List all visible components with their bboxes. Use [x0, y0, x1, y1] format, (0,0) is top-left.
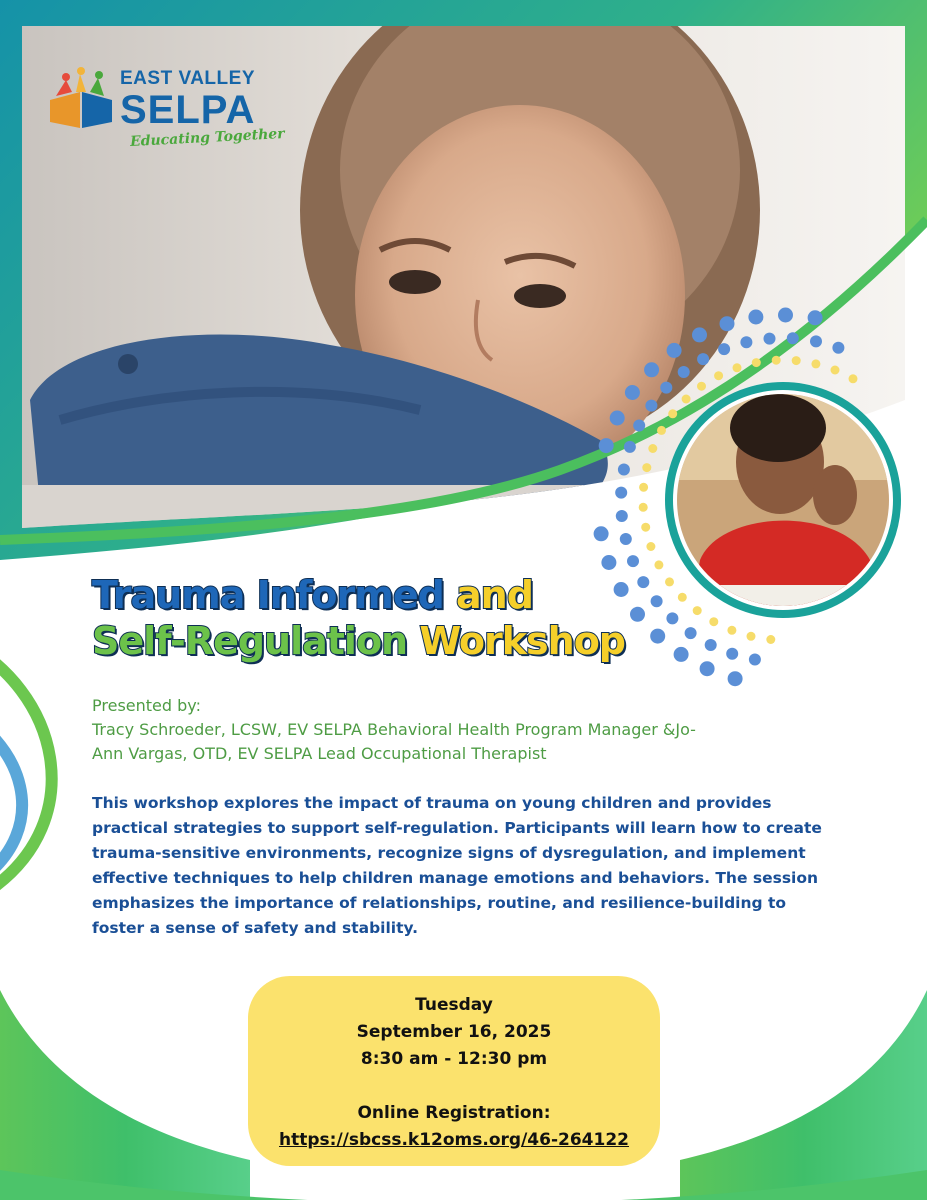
halo-dot	[599, 438, 614, 453]
halo-dot	[727, 626, 736, 635]
halo-dot	[709, 617, 718, 626]
registration-link[interactable]: https://sbcss.k12oms.org/46-264122	[279, 1130, 629, 1150]
halo-dot	[714, 371, 723, 380]
halo-dot	[639, 483, 648, 492]
event-date: September 16, 2025	[356, 1022, 552, 1042]
logo-line-1: EAST VALLEY	[120, 68, 255, 89]
presenters	[92, 694, 852, 766]
registration-label: Online Registration:	[357, 1103, 551, 1123]
halo-dot	[674, 647, 689, 662]
halo-dot	[831, 366, 840, 375]
halo-dot	[620, 533, 632, 545]
halo-dot	[778, 308, 793, 323]
halo-dot	[808, 310, 823, 325]
halo-dot	[633, 420, 645, 432]
logo	[120, 68, 255, 130]
event-details-box	[248, 976, 660, 1166]
halo-dot	[625, 385, 640, 400]
halo-dot	[618, 464, 630, 476]
halo-dot	[651, 595, 663, 607]
halo-dot	[697, 353, 709, 365]
halo-dot	[811, 359, 820, 368]
presenters-line-2: Ann Vargas, OTD, EV SELPA Lead Occupational Therapist	[92, 744, 547, 763]
presenters-line-1: Tracy Schroeder, LCSW, EV SELPA Behavioral Health Program Manager &Jo-	[92, 720, 696, 739]
title-trauma-informed: Trauma Informed	[92, 573, 444, 617]
halo-dot	[728, 671, 743, 686]
halo-dot	[766, 635, 775, 644]
halo-dot	[667, 343, 682, 358]
halo-dot	[601, 555, 616, 570]
halo-dot	[693, 606, 702, 615]
title-self-regulation: Self-Regulation	[92, 619, 408, 663]
halo-dot	[692, 327, 707, 342]
logo-tagline: Educating Together	[129, 125, 285, 151]
halo-dot	[645, 400, 657, 412]
title-and: and	[456, 573, 533, 617]
halo-dot	[641, 523, 650, 532]
halo-dot	[639, 503, 648, 512]
halo-dot	[624, 441, 636, 453]
halo-dot	[650, 629, 665, 644]
halo-dot	[810, 335, 822, 347]
halo-dot	[657, 426, 666, 435]
halo-dot	[700, 661, 715, 676]
workshop-description: This workshop explores the impact of trauma on young children and provides practical strategies to support self-regulation. Participants will learn how to create trauma-sensitive environments, recognize signs of dysregulation, and implement effective techniques to help children manage emotions and behaviors. The session emphasizes the importance of relationships, routine, and resilience-building to foster a sense of safety and stability.	[92, 794, 822, 937]
halo-dot	[787, 332, 799, 344]
halo-dot	[630, 607, 645, 622]
halo-dot	[718, 343, 730, 355]
halo-dot	[644, 362, 659, 377]
halo-dot	[665, 577, 674, 586]
halo-dot	[726, 648, 738, 660]
halo-dot	[749, 654, 761, 666]
halo-dot	[616, 510, 628, 522]
halo-dot	[792, 356, 801, 365]
halo-dot	[752, 358, 761, 367]
workshop-title	[92, 572, 625, 664]
halo-dot	[660, 382, 672, 394]
halo-dot	[654, 560, 663, 569]
title-workshop: Workshop	[419, 619, 626, 663]
halo-dot	[637, 576, 649, 588]
halo-dot	[748, 310, 763, 325]
logo-line-2: SELPA	[120, 88, 256, 132]
halo-dot	[740, 336, 752, 348]
halo-dot	[733, 363, 742, 372]
event-time: 8:30 am - 12:30 pm	[360, 1049, 548, 1069]
halo-dot	[747, 632, 756, 641]
presenters-heading: Presented by:	[92, 696, 201, 715]
halo-dot	[668, 409, 677, 418]
halo-dot	[615, 487, 627, 499]
halo-dot	[594, 526, 609, 541]
halo-dot	[682, 395, 691, 404]
halo-dot	[642, 463, 651, 472]
event-day: Tuesday	[415, 995, 493, 1015]
halo-dot	[832, 342, 844, 354]
halo-dot	[764, 333, 776, 345]
halo-dot	[685, 627, 697, 639]
halo-dot	[646, 542, 655, 551]
halo-dot	[678, 366, 690, 378]
halo-dot	[666, 612, 678, 624]
halo-dot	[678, 593, 687, 602]
halo-dot	[610, 411, 625, 426]
halo-dot	[720, 316, 735, 331]
halo-dot	[627, 555, 639, 567]
halo-dot	[648, 444, 657, 453]
halo-dot	[772, 356, 781, 365]
halo-dot	[697, 382, 706, 391]
halo-dot	[849, 374, 858, 383]
halo-dot	[705, 639, 717, 651]
